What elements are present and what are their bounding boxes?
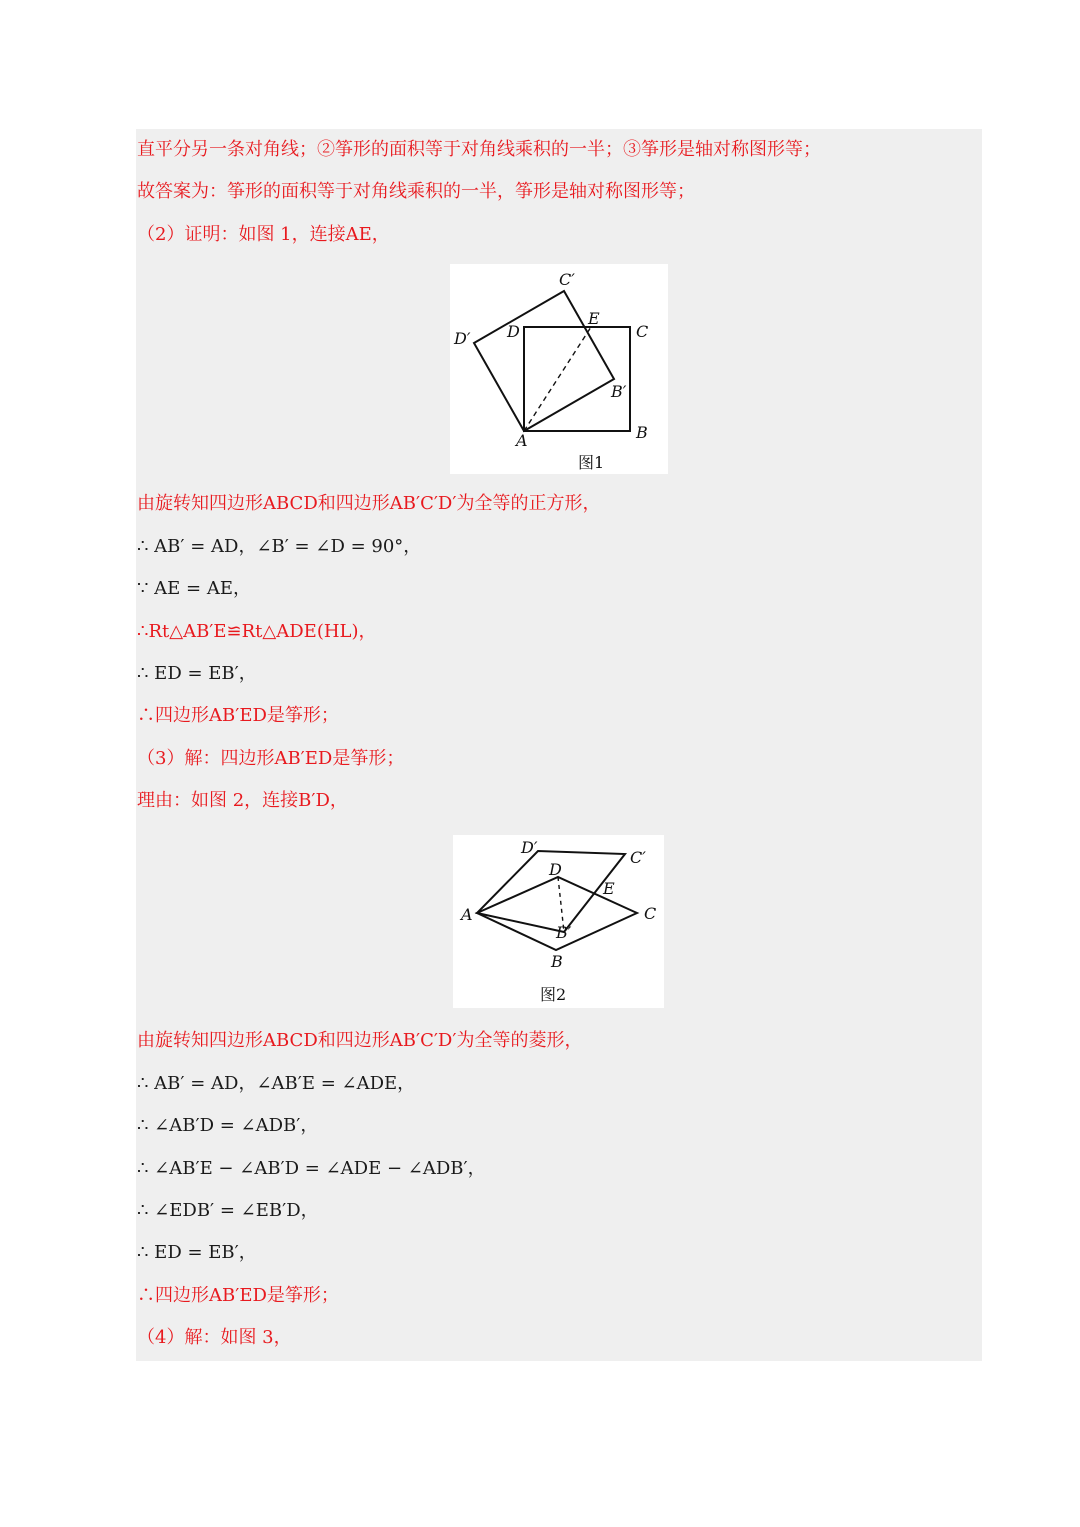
text-line: 由旋转知四边形ABCD和四边形AB′C′D′为全等的菱形，: [137, 1030, 583, 1051]
text-line: （2）证明：如图 1，连接AE，: [137, 224, 390, 245]
text-line: （3）解：四边形AB′ED是筝形；: [137, 748, 405, 769]
label-d: D: [549, 860, 562, 879]
label-c: C: [644, 904, 657, 923]
text-line: ∴ ED = EB′，: [137, 663, 257, 684]
text-line: 理由：如图 2，连接B′D，: [137, 790, 348, 811]
text-line: 由旋转知四边形ABCD和四边形AB′C′D′为全等的正方形，: [137, 493, 601, 514]
figure-1-caption: 图1: [578, 453, 605, 472]
text-line: ∴ ∠AB′D = ∠ADB′，: [137, 1115, 319, 1136]
text-line: 直平分另一条对角线；②筝形的面积等于对角线乘积的一半；③筝形是轴对称图形等；: [137, 139, 821, 160]
text-line: ∴四边形AB′ED是筝形；: [137, 1285, 339, 1306]
text-line: ∴ AB′ = AD，∠B′ = ∠D = 90°，: [137, 536, 422, 557]
label-c-prime: C′: [559, 270, 575, 289]
label-b-prime: B′: [556, 923, 572, 942]
label-e: E: [603, 879, 615, 898]
text-line: ∴ ∠EDB′ = ∠EB′D，: [137, 1200, 319, 1221]
label-b: B: [551, 952, 563, 971]
label-a: A: [461, 905, 473, 924]
segment-ae: [524, 327, 591, 431]
text-line: ∴ AB′ = AD，∠AB′E = ∠ADE，: [137, 1073, 416, 1094]
figure-2-caption: 图2: [540, 985, 567, 1004]
label-d-prime: D′: [521, 838, 538, 857]
text-line: ∴四边形AB′ED是筝形；: [137, 705, 339, 726]
text-line: ∴ ED = EB′，: [137, 1242, 257, 1263]
text-line: 故答案为：筝形的面积等于对角线乘积的一半，筝形是轴对称图形等；: [137, 181, 695, 202]
figure-1-diagram: [450, 264, 668, 474]
figure-2: [453, 835, 664, 1008]
label-c-prime: C′: [630, 848, 646, 867]
text-line: ∵ AE = AE，: [137, 578, 251, 599]
label-e: E: [588, 309, 600, 328]
text-line: （4）解：如图 3，: [137, 1327, 292, 1348]
label-b-prime: B′: [611, 382, 627, 401]
label-c: C: [636, 322, 649, 341]
label-d: D: [507, 322, 520, 341]
text-line: ∴Rt△AB′E≌Rt△ADE(HL)，: [137, 621, 377, 642]
label-a: A: [516, 431, 528, 450]
figure-1: [450, 264, 668, 474]
label-d-prime: D′: [454, 329, 471, 348]
text-line: ∴ ∠AB′E − ∠AB′D = ∠ADE − ∠ADB′，: [137, 1158, 486, 1179]
label-b: B: [636, 423, 648, 442]
figure-2-diagram: [453, 835, 664, 1008]
